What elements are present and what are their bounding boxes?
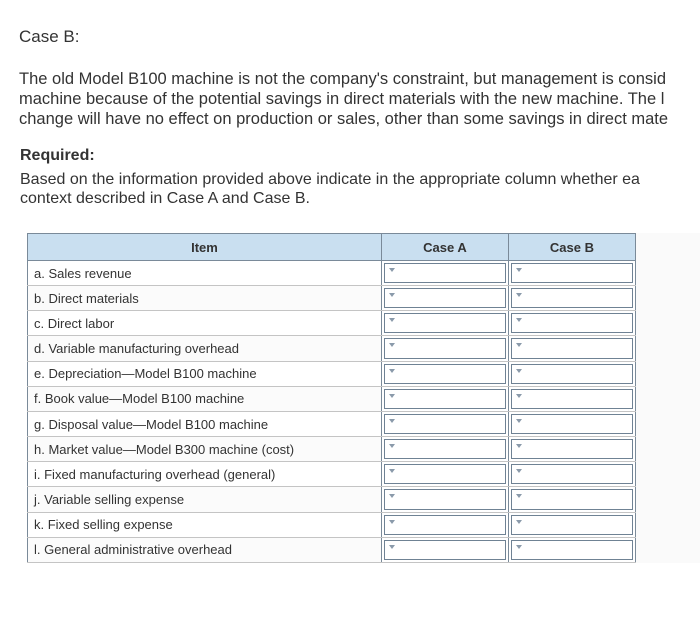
caret-down-icon bbox=[516, 545, 522, 549]
answer-dropdown-case-a[interactable] bbox=[384, 338, 506, 358]
table-header-row bbox=[28, 234, 636, 261]
answer-dropdown-case-a[interactable] bbox=[384, 489, 506, 509]
answer-dropdown-case-a[interactable] bbox=[384, 414, 506, 434]
row-item-label: c. Direct labor bbox=[28, 311, 382, 336]
answer-dropdown-case-b[interactable] bbox=[511, 489, 633, 509]
answer-dropdown-case-b[interactable] bbox=[511, 515, 633, 535]
answer-dropdown-case-a[interactable] bbox=[384, 515, 506, 535]
row-item-label: f. Book value—Model B100 machine bbox=[28, 386, 382, 411]
cell-case-b bbox=[508, 462, 635, 487]
cell-case-a bbox=[381, 411, 508, 436]
caret-down-icon bbox=[389, 343, 395, 347]
row-item-label: d. Variable manufacturing overhead bbox=[28, 336, 382, 361]
cell-case-b bbox=[508, 411, 635, 436]
row-item-label: g. Disposal value—Model B100 machine bbox=[28, 411, 382, 436]
case-description bbox=[19, 69, 700, 129]
table-row bbox=[28, 462, 636, 487]
background-panel bbox=[636, 233, 700, 563]
instruction-line: Based on the information provided above indicate in the appropriate column whether ea bbox=[20, 171, 640, 188]
table-row bbox=[28, 336, 636, 361]
required-heading: Required: bbox=[20, 147, 95, 164]
caret-down-icon bbox=[389, 419, 395, 423]
table-row bbox=[28, 512, 636, 537]
description-line: change will have no effect on production or sales, other than some savings in direct mate bbox=[19, 110, 669, 128]
description-line: The old Model B100 machine is not the company's constraint, but management is consid bbox=[19, 70, 667, 88]
cell-case-a bbox=[381, 336, 508, 361]
row-item-label: b. Direct materials bbox=[28, 286, 382, 311]
column-header-item: Item bbox=[28, 234, 382, 261]
cell-case-a bbox=[381, 437, 508, 462]
answer-dropdown-case-b[interactable] bbox=[511, 439, 633, 459]
table-row bbox=[28, 261, 636, 286]
row-item-label: k. Fixed selling expense bbox=[28, 512, 382, 537]
cell-case-b bbox=[508, 336, 635, 361]
caret-down-icon bbox=[389, 293, 395, 297]
answer-dropdown-case-b[interactable] bbox=[511, 288, 633, 308]
cell-case-b bbox=[508, 487, 635, 512]
answer-dropdown-case-a[interactable] bbox=[384, 439, 506, 459]
instruction-line: context described in Case A and Case B. bbox=[20, 190, 310, 207]
caret-down-icon bbox=[389, 369, 395, 373]
row-item-label: e. Depreciation—Model B100 machine bbox=[28, 361, 382, 386]
cell-case-a bbox=[381, 261, 508, 286]
cell-case-b bbox=[508, 361, 635, 386]
cell-case-b bbox=[508, 286, 635, 311]
table-row bbox=[28, 311, 636, 336]
answer-dropdown-case-b[interactable] bbox=[511, 414, 633, 434]
caret-down-icon bbox=[516, 469, 522, 473]
caret-down-icon bbox=[516, 369, 522, 373]
caret-down-icon bbox=[389, 268, 395, 272]
answer-dropdown-case-a[interactable] bbox=[384, 464, 506, 484]
table-row bbox=[28, 411, 636, 436]
table-row bbox=[28, 286, 636, 311]
row-item-label: a. Sales revenue bbox=[28, 261, 382, 286]
caret-down-icon bbox=[516, 293, 522, 297]
cell-case-a bbox=[381, 386, 508, 411]
case-title: Case B: bbox=[19, 27, 80, 46]
answer-dropdown-case-b[interactable] bbox=[511, 338, 633, 358]
cell-case-b bbox=[508, 261, 635, 286]
column-header-case-a: Case A bbox=[381, 234, 508, 261]
caret-down-icon bbox=[516, 419, 522, 423]
answer-dropdown-case-b[interactable] bbox=[511, 540, 633, 560]
cell-case-b bbox=[508, 437, 635, 462]
cell-case-a bbox=[381, 512, 508, 537]
caret-down-icon bbox=[389, 318, 395, 322]
caret-down-icon bbox=[389, 444, 395, 448]
row-item-label: j. Variable selling expense bbox=[28, 487, 382, 512]
cell-case-a bbox=[381, 537, 508, 562]
caret-down-icon bbox=[516, 268, 522, 272]
answer-dropdown-case-a[interactable] bbox=[384, 364, 506, 384]
cell-case-b bbox=[508, 537, 635, 562]
cell-case-a bbox=[381, 487, 508, 512]
cell-case-a bbox=[381, 286, 508, 311]
table-row bbox=[28, 537, 636, 562]
caret-down-icon bbox=[389, 394, 395, 398]
answer-table bbox=[27, 233, 636, 563]
caret-down-icon bbox=[389, 545, 395, 549]
cell-case-a bbox=[381, 361, 508, 386]
answer-dropdown-case-a[interactable] bbox=[384, 263, 506, 283]
caret-down-icon bbox=[516, 318, 522, 322]
answer-dropdown-case-b[interactable] bbox=[511, 263, 633, 283]
answer-dropdown-case-a[interactable] bbox=[384, 313, 506, 333]
description-line: machine because of the potential savings in direct materials with the new machine. The l bbox=[19, 90, 665, 108]
answer-dropdown-case-b[interactable] bbox=[511, 313, 633, 333]
cell-case-b bbox=[508, 311, 635, 336]
caret-down-icon bbox=[516, 394, 522, 398]
table-row bbox=[28, 386, 636, 411]
answer-dropdown-case-a[interactable] bbox=[384, 540, 506, 560]
answer-dropdown-case-b[interactable] bbox=[511, 364, 633, 384]
table-row bbox=[28, 487, 636, 512]
cell-case-b bbox=[508, 512, 635, 537]
row-item-label: l. General administrative overhead bbox=[28, 537, 382, 562]
required-instructions bbox=[20, 170, 700, 208]
answer-dropdown-case-b[interactable] bbox=[511, 389, 633, 409]
table-row bbox=[28, 437, 636, 462]
row-item-label: h. Market value—Model B300 machine (cost) bbox=[28, 437, 382, 462]
cell-case-a bbox=[381, 311, 508, 336]
answer-dropdown-case-a[interactable] bbox=[384, 389, 506, 409]
caret-down-icon bbox=[516, 520, 522, 524]
answer-dropdown-case-b[interactable] bbox=[511, 464, 633, 484]
cell-case-a bbox=[381, 462, 508, 487]
caret-down-icon bbox=[389, 520, 395, 524]
caret-down-icon bbox=[516, 444, 522, 448]
cell-case-b bbox=[508, 386, 635, 411]
caret-down-icon bbox=[389, 469, 395, 473]
caret-down-icon bbox=[516, 343, 522, 347]
answer-dropdown-case-a[interactable] bbox=[384, 288, 506, 308]
row-item-label: i. Fixed manufacturing overhead (general) bbox=[28, 462, 382, 487]
column-header-case-b: Case B bbox=[508, 234, 635, 261]
caret-down-icon bbox=[389, 494, 395, 498]
table-row bbox=[28, 361, 636, 386]
caret-down-icon bbox=[516, 494, 522, 498]
